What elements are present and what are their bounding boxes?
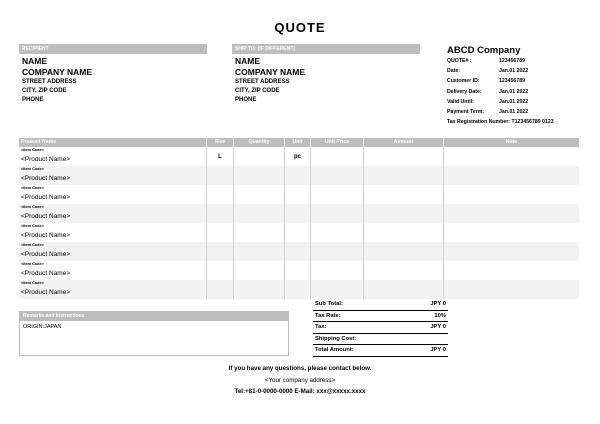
table-row: [19, 242, 579, 261]
product-name: <Product Name>: [21, 232, 71, 239]
col-note: Note: [505, 139, 518, 145]
company-name: ABCD Company: [447, 45, 521, 56]
cell-quantity: [234, 223, 285, 242]
cell-note: [444, 242, 579, 261]
cell-unit-price: [311, 223, 364, 242]
unit-value: pc: [293, 154, 301, 160]
meta-row-quote-number: QUOTE# : 123456789: [447, 58, 525, 64]
col-quantity: Quantity: [234, 138, 285, 147]
cell-unit-price: [311, 204, 364, 223]
table-row: [19, 280, 579, 299]
footer-contact-line: Tel:+81-0-0000-0000 E-Mail: xxx@xxxxx.xxxx: [234, 388, 366, 395]
document-title: QUOTE: [274, 20, 326, 35]
cell-amount: [364, 261, 444, 280]
total-amount-row: Total Amount: JPY 0: [313, 345, 448, 357]
cell-size: [207, 242, 234, 261]
remarks-text: ORIGIN:JAPAN: [23, 324, 62, 330]
cell-unit: [285, 166, 311, 185]
footer-question-line: If you have any questions, please contact below.: [228, 365, 372, 372]
cell-unit: [285, 242, 311, 261]
cell-product: [19, 185, 207, 204]
remarks-header: Remarks and Instructions: [20, 312, 288, 321]
cell-unit: [285, 204, 311, 223]
item-code: <Item Code>: [21, 186, 44, 190]
cell-unit: [285, 147, 311, 166]
table-row: [19, 166, 579, 185]
cell-amount: [364, 147, 444, 166]
cell-quantity: [234, 185, 285, 204]
cell-note: [444, 280, 579, 299]
cell-quantity: [234, 280, 285, 299]
table-row: [19, 185, 579, 204]
item-code: <Item Code>: [21, 262, 44, 266]
cell-quantity: [234, 261, 285, 280]
cell-size: [207, 204, 234, 223]
ship-to-name: NAME: [235, 56, 261, 66]
cell-product: [19, 261, 207, 280]
ship-to-phone: PHONE: [235, 97, 257, 103]
cell-note: [444, 261, 579, 280]
cell-unit: [285, 185, 311, 204]
ship-to-block: [235, 56, 305, 105]
cell-unit-price: [311, 185, 364, 204]
recipient-header: RECIPIENT: [19, 44, 207, 54]
cell-note: [444, 147, 579, 166]
cell-product: [19, 204, 207, 223]
product-name: <Product Name>: [21, 289, 71, 296]
product-name: <Product Name>: [21, 156, 71, 163]
product-name: <Product Name>: [21, 194, 71, 201]
meta-row-valid-until: Valid Until: Jan.01 2022: [447, 98, 529, 105]
cell-unit: [285, 223, 311, 242]
table-row: [19, 223, 579, 242]
footer-contact: [0, 363, 600, 398]
cell-product: [19, 166, 207, 185]
cell-unit-price: [311, 261, 364, 280]
meta-row-customer-id: Customer ID: 123456789: [447, 78, 525, 85]
product-name: <Product Name>: [21, 213, 71, 220]
col-unit: Unit: [285, 138, 311, 147]
subtotal-row: Sub Total: JPY 0: [313, 299, 448, 311]
items-table: [19, 138, 579, 299]
cell-unit-price: [311, 166, 364, 185]
item-code: <Item Code>: [21, 148, 44, 152]
cell-size: [207, 166, 234, 185]
col-product-name: Product Name: [19, 138, 207, 147]
meta-row-payment-term: Payment Term: Jan.01 2022: [447, 108, 529, 115]
ship-to-city: CITY, ZIP CODE: [235, 88, 280, 94]
cell-size: [207, 280, 234, 299]
cell-unit-price: [311, 280, 364, 299]
recipient-street: STREET ADDRESS: [22, 79, 77, 85]
recipient-city: CITY, ZIP CODE: [22, 88, 67, 94]
col-amount: Amount: [364, 138, 444, 147]
cell-product: [19, 280, 207, 299]
table-header: [19, 138, 579, 147]
tax-rate-row: Tax Rate: 10%: [313, 311, 448, 323]
item-code: <Item Code>: [21, 281, 44, 285]
cell-size: [207, 185, 234, 204]
cell-note: [444, 223, 579, 242]
item-code: <Item Code>: [21, 243, 44, 247]
totals-block: [313, 299, 448, 357]
cell-product: [19, 147, 207, 166]
cell-quantity: [234, 204, 285, 223]
cell-amount: [364, 242, 444, 261]
product-name: <Product Name>: [21, 175, 71, 182]
product-name: <Product Name>: [21, 270, 71, 277]
col-unit-price: Unit Price: [311, 138, 364, 147]
meta-row-date: Date: Jan.01 2022: [447, 68, 529, 75]
cell-size: [207, 223, 234, 242]
col-size: Size: [207, 138, 234, 147]
cell-product: [19, 242, 207, 261]
table-row: [19, 261, 579, 280]
product-name: <Product Name>: [21, 251, 71, 258]
cell-amount: [364, 280, 444, 299]
cell-note: [444, 204, 579, 223]
cell-unit-price: [311, 147, 364, 166]
cell-unit: [285, 261, 311, 280]
ship-to-street: STREET ADDRESS: [235, 79, 290, 85]
recipient-name: NAME: [22, 56, 48, 66]
cell-unit: [285, 280, 311, 299]
cell-unit-price: [311, 242, 364, 261]
recipient-company: COMPANY NAME: [22, 67, 93, 77]
cell-quantity: [234, 147, 285, 166]
tax-registration-number: Tax Registration Number: T123456789 0123: [447, 119, 554, 126]
table-body: [19, 147, 579, 299]
item-code: <Item Code>: [21, 205, 44, 209]
item-code: <Item Code>: [21, 167, 44, 171]
cell-amount: [364, 223, 444, 242]
recipient-block: [22, 56, 92, 105]
cell-note: [444, 166, 579, 185]
cell-quantity: [234, 242, 285, 261]
cell-note: [444, 185, 579, 204]
cell-size: [207, 147, 234, 166]
recipient-phone: PHONE: [22, 97, 44, 103]
cell-quantity: [234, 166, 285, 185]
item-code: <Item Code>: [21, 224, 44, 228]
quote-meta: [447, 58, 554, 129]
cell-size: [207, 261, 234, 280]
size-value: L: [218, 154, 222, 160]
table-row: [19, 147, 579, 166]
shipping-cost-row: Shipping Cost:: [313, 334, 448, 346]
cell-amount: [364, 204, 444, 223]
ship-to-header: SHIP TO: (IF DIFFERENT): [232, 44, 420, 54]
meta-row-delivery-date: Delivery Date: Jan.01 2022: [447, 88, 529, 95]
tax-row: Tax: JPY 0: [313, 322, 448, 334]
cell-amount: [364, 166, 444, 185]
cell-product: [19, 223, 207, 242]
ship-to-company: COMPANY NAME: [235, 67, 306, 77]
cell-amount: [364, 185, 444, 204]
footer-address-line: <Your company address>: [264, 376, 336, 384]
table-row: [19, 204, 579, 223]
remarks-box: [19, 311, 289, 356]
